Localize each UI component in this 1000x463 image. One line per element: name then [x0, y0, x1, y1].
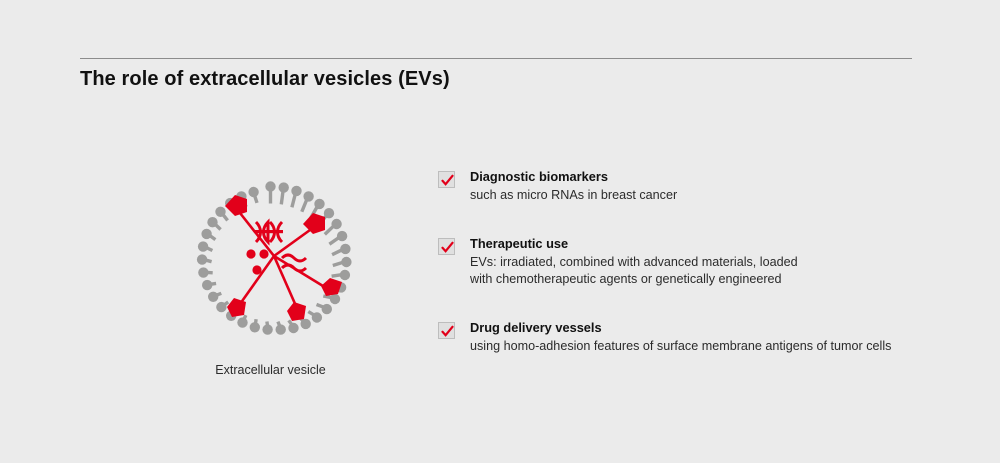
- page-title: The role of extracellular vesicles (EVs): [80, 68, 450, 90]
- list-item-description-line: using homo-adhesion features of surface membrane antigens of tumor cells: [470, 338, 892, 353]
- list-item-description: [470, 187, 938, 205]
- checkmark-icon: [441, 241, 454, 254]
- list-item-description: [470, 254, 938, 289]
- header-divider: [80, 58, 912, 59]
- dna-helix-icon: [255, 222, 283, 242]
- list-item: [438, 168, 938, 205]
- checkbox-drug-delivery-vessels[interactable]: [438, 322, 455, 339]
- list-item-description-line: with chemotherapeutic agents or genetically engineered: [470, 272, 782, 286]
- checkbox-diagnostic-biomarkers[interactable]: [438, 171, 455, 188]
- list-item-title: Diagnostic biomarkers: [470, 169, 608, 184]
- list-item-description-line: such as micro RNAs in breast cancer: [470, 188, 678, 202]
- checkbox-therapeutic-use[interactable]: [438, 238, 455, 255]
- checkmark-icon: [441, 174, 454, 187]
- checkmark-icon: [441, 325, 454, 338]
- list-item-title: Therapeutic use: [470, 235, 569, 251]
- list-item: [438, 235, 938, 289]
- illustration-caption: Extracellular vesicle: [215, 363, 326, 377]
- list-item-title: Drug delivery vessels: [470, 319, 602, 335]
- benefit-list: [438, 168, 938, 385]
- extracellular-vesicle-diagram: [178, 158, 363, 343]
- list-item: [438, 319, 938, 356]
- list-item-description-line: EVs: irradiated, combined with advanced materials, loaded: [470, 254, 798, 269]
- list-item-description: [470, 338, 938, 356]
